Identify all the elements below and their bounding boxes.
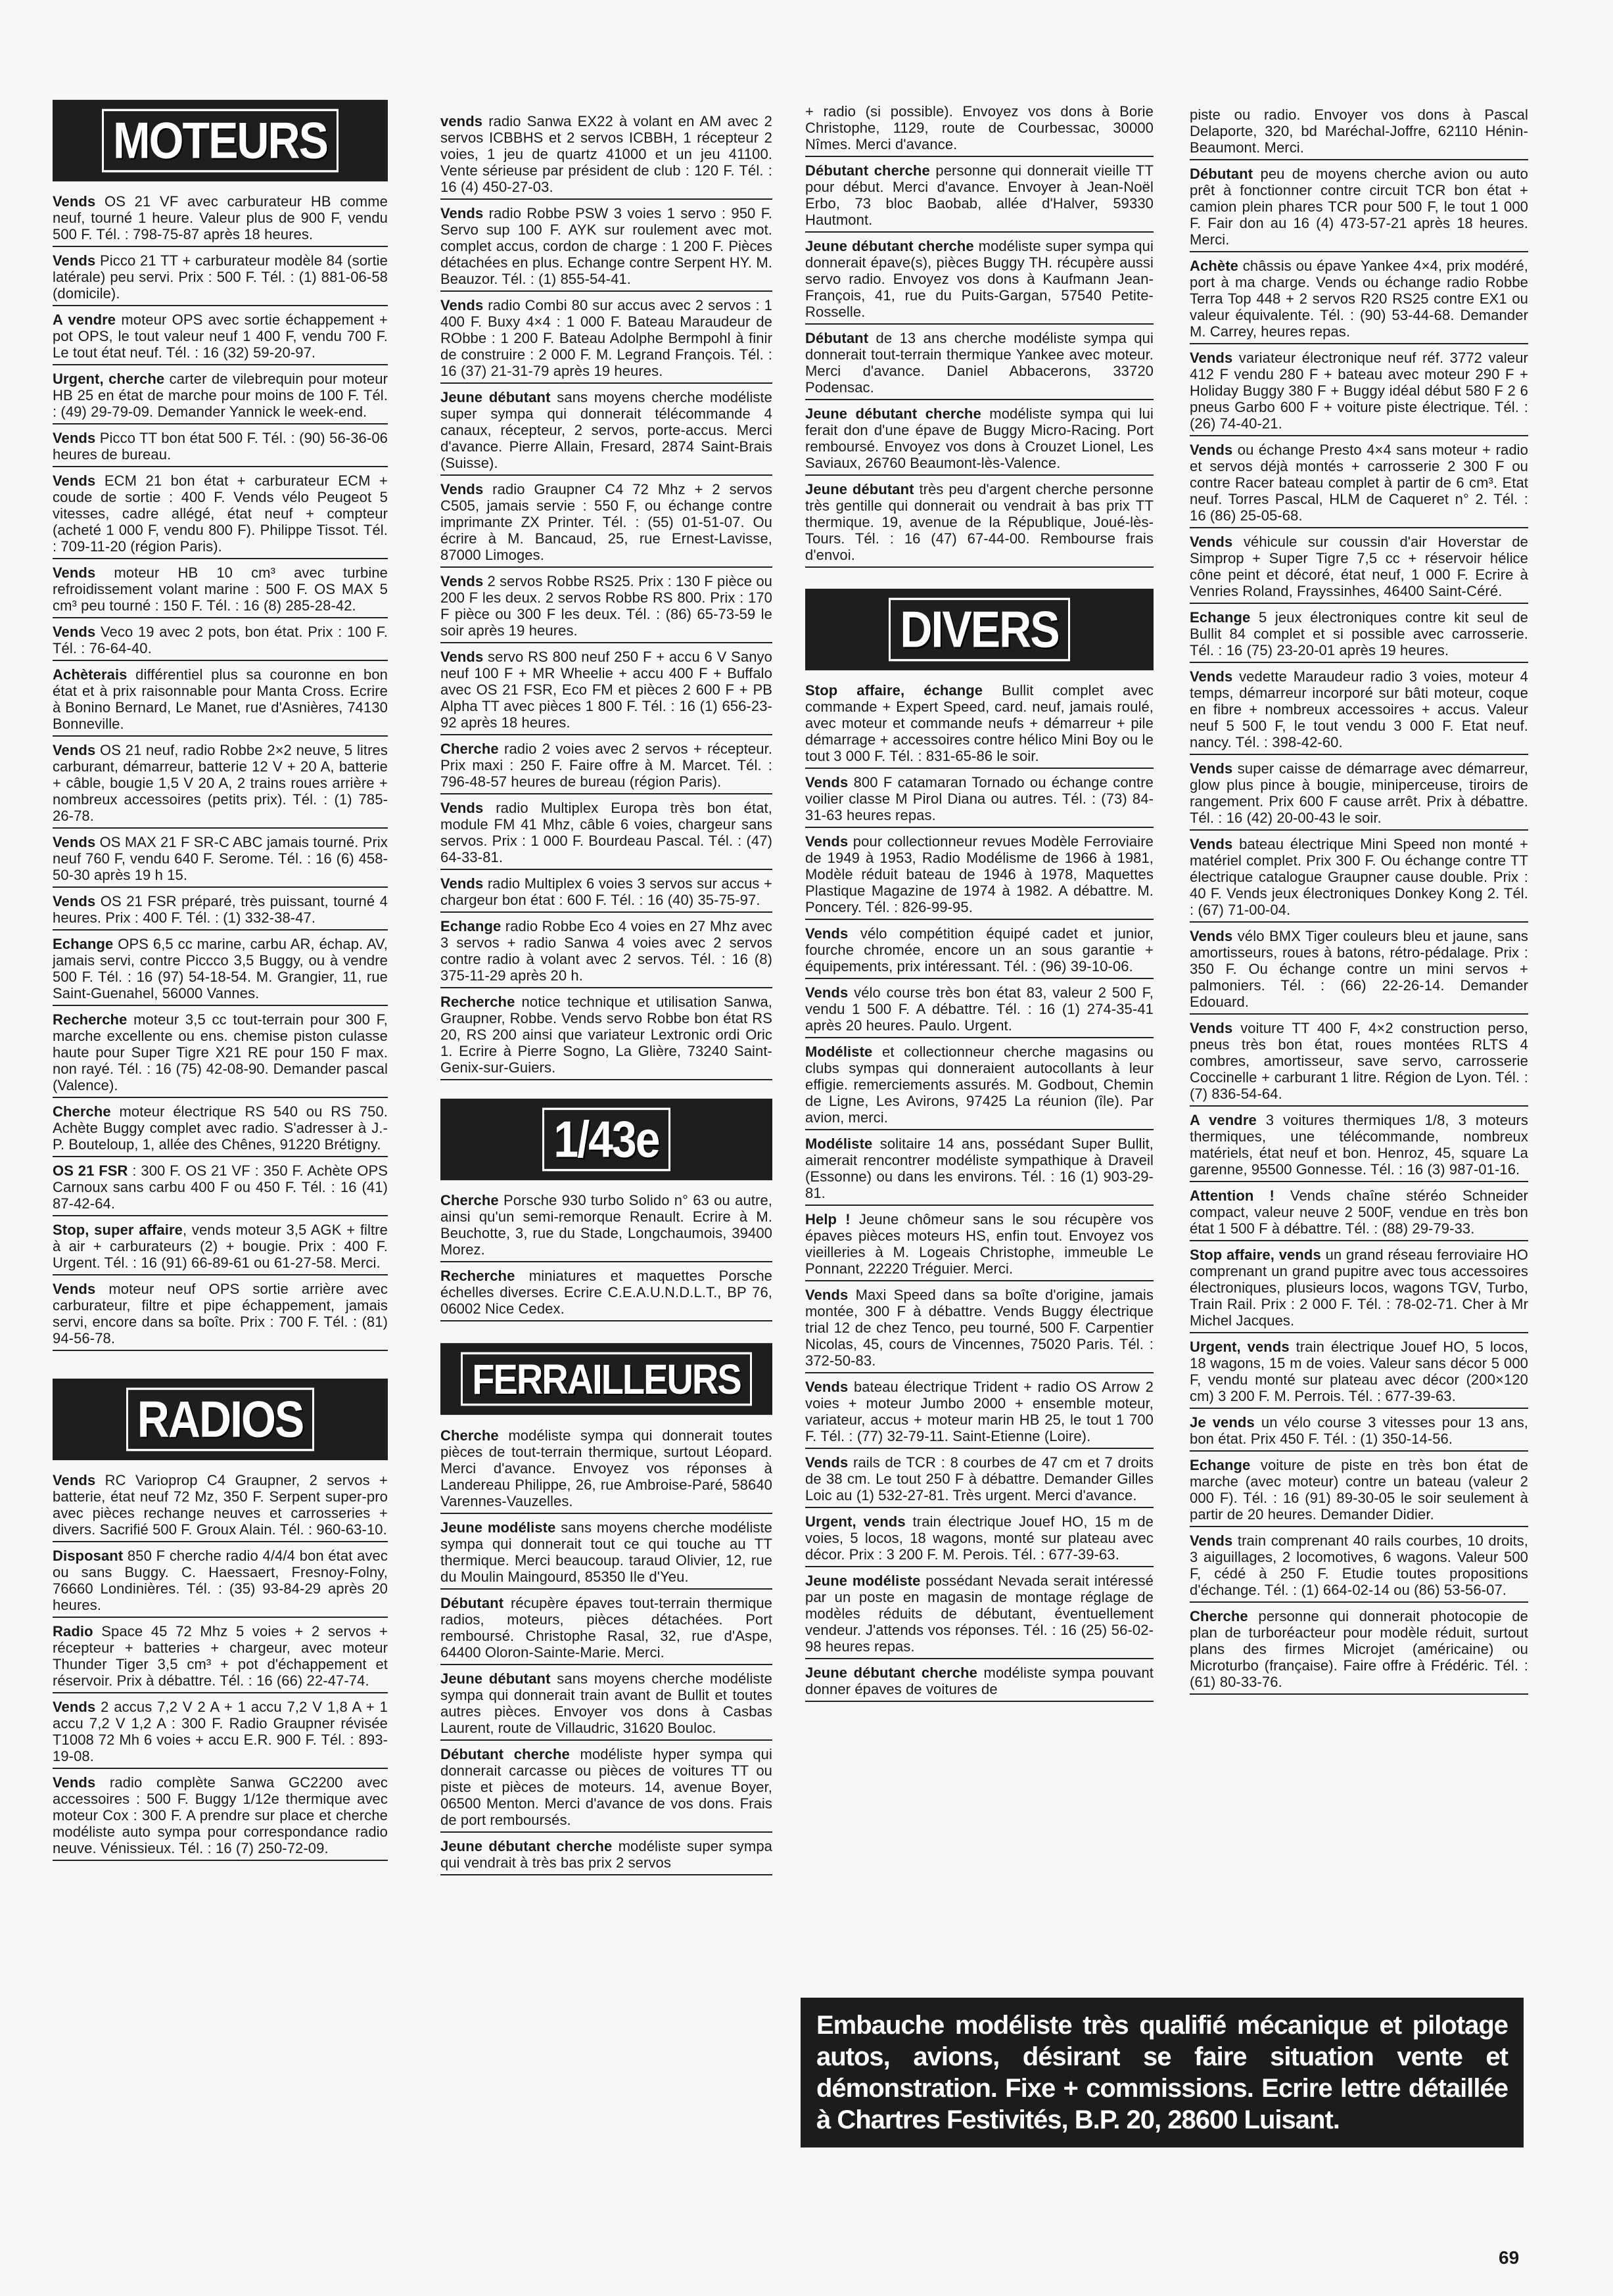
section-header-scale [440, 1104, 772, 1175]
classified-ad: Débutant récupère épaves tout-terrain thermique radios, moteurs, pièces détachées. Port remboursé. Christophe Rasal, 32, rue d'Aspe, 64400 Oloron-Sainte-Marie. Merci. [440, 1594, 772, 1665]
classified-ad: Vends voiture TT 400 F, 4×2 construction perso, pneus très bon état, roues montées RLTS 4 combres, amortisseur, save servo, carrosserie Coccinelle + carburant 1 litre. Région de Lyon. Tél. : (7) 836-54-64. [1190, 1019, 1528, 1107]
classified-ad: Vends radio Robbe PSW 3 voies 1 servo : 950 F. Servo sup 100 F. AYK sur roulement avec mot. complet accus, cordon de charge : 1 200 F. Pièces détachées en plus. Echange contre Serpent HY. M. Beauzor. Tél. : (1) 855-54-41. [440, 204, 772, 292]
classified-ad: Achèterais différentiel plus sa couronne en bon état et à prix raisonnable pour Manta Cross. Ecrire à Bonino Bernard, Le Manet, rue d'Asnières, 74130 Bonneville. [53, 665, 388, 737]
section-title-moteurs: MOTEURS [102, 109, 339, 173]
classified-ad: Cherche personne qui donnerait photocopie de plan de turboréacteur pour modèle réduit, surtout plans des firmes Microjet (américaine) ou Microturbo (française). Faire offre à Frédéric. Tél. : (61) 80-33-76. [1190, 1607, 1528, 1695]
classified-ad: Vends train comprenant 40 rails courbes, 10 droits, 3 aiguillages, 2 locomotives, 6 wagons. Valeur 500 F, cédé à 250 F. Etudie toutes propositions d'échange. Tél. : (1) 664-02-14 ou (86) 53-56-07. [1190, 1531, 1528, 1603]
classified-ad: Vends radio complète Sanwa GC2200 avec accessoires : 500 F. Buggy 1/12e thermique avec moteur Cox : 300 F. A prendre sur place et cherche modéliste auto sympa pour correspondance radio neuve. Vénissieux. Tél. : 16 (7) 250-72-09. [53, 1773, 388, 1861]
section-title-ferrailleurs: FERRAILLEURS [461, 1352, 751, 1406]
column-1 [53, 99, 388, 1865]
classified-ad: Vends véhicule sur coussin d'air Hoverstar de Simprop + Super Tigre 7,5 cc + réservoir hélice cône peint et décoré, état neuf, 1 000 F. Ecrire à Venries Roland, Frayssinhes, 46400 Saint-Céré. [1190, 532, 1528, 604]
classified-ad: vends radio Sanwa EX22 à volant en AM avec 2 servos ICBBHS et 2 servos ICBBH, 1 récepteur 2 voies, 1 jeu de quartz 41000 et un jeu 41100. Vente sérieuse par président de club : 120 F. Tél. : 16 (4) 450-27-03. [440, 112, 772, 200]
classified-ad: Cherche Porsche 930 turbo Solido n° 63 ou autre, ainsi qu'un semi-remorque Renault. Ecrire à M. Beuchotte, 3, rue du Stade, Longchaumois, 39400 Morez. [440, 1191, 772, 1262]
column-3 [805, 102, 1154, 1706]
classified-ad: Jeune débutant sans moyens cherche modéliste super sympa qui donnerait télécommande 4 canaux, récepteur, 2 servos, porte-accus. Merci d'avance. Pierre Allain, Fresard, 2874 Saint-Brais (Suisse). [440, 388, 772, 476]
classified-ad: A vendre moteur OPS avec sortie échappement + pot OPS, le tout valeur neuf 1 400 F, vendu 700 F. Le tout état neuf. Tél. : 16 (32) 59-20-97. [53, 310, 388, 365]
classified-ad: Echange OPS 6,5 cc marine, carbu AR, échap. AV, jamais servi, contre Piccco 3,5 Buggy, ou à vendre 500 F. Tél. : 16 (97) 54-18-54. M. Grangier, 11, rue Saint-Guenahel, 56000 Vannes. [53, 934, 388, 1006]
classified-ad: Vends 2 accus 7,2 V 2 A + 1 accu 7,2 V 1,8 A + 1 accu 7,2 V 1,2 A : 300 F. Radio Graupner révisée T1008 72 Mh 6 voies + accu E.R. 900 F. Tél. : 893-19-08. [53, 1697, 388, 1769]
classified-ad: Recherche miniatures et maquettes Porsche échelles diverses. Ecrire C.E.A.U.N.D.L.T., BP 76, 06002 Nice Cedex. [440, 1266, 772, 1321]
classified-ad: Vends moteur neuf OPS sortie arrière avec carburateur, filtre et pipe échappement, jamais servi, encore dans sa boîte. Prix : 700 F. Tél. : (81) 94-56-78. [53, 1279, 388, 1351]
section-header-divers [805, 594, 1154, 665]
classified-ad: Vends bateau électrique Mini Speed non monté + matériel complet. Prix 300 F. Ou échange contre TT électrique catalogue Graupner cause double. Prix : 40 F. Vends jeux électroniques Donkey Kong 2. Tél. : (67) 71-00-04. [1190, 835, 1528, 923]
classified-ad: Vends Maxi Speed dans sa boîte d'origine, jamais montée, 300 F à débattre. Vends Buggy électrique trial 12 de chez Tenco, peu tourné, 500 F. Carpentier Nicolas, 45, cours de Vincennes, 75020 Paris. Tél. : 372-50-83. [805, 1285, 1154, 1373]
moteurs-ads [53, 192, 388, 1351]
classified-ad: Recherche moteur 3,5 cc tout-terrain pour 300 F, marche excellente ou ens. chemise piston culasse haute pour Super Tigre X21 RE pour 150 F max. non rayé. Tél. : 16 (75) 42-08-90. Demander pascal (Valence). [53, 1010, 388, 1098]
divers-ads-continued [1190, 105, 1528, 1695]
classified-ad: Vends OS 21 neuf, radio Robbe 2×2 neuve, 5 litres carburant, démarreur, batterie 12 V + 20 A, batterie + câble, bougie 1,5 V 20 A, 2 trains roues arrière + nombreux accessoires (petits prix). Tél. : (1) 785-26-78. [53, 741, 388, 829]
divers-ads [805, 681, 1154, 1702]
scale-ads [440, 1191, 772, 1321]
classified-ad: Vends radio Multiplex 6 voies 3 servos sur accus + chargeur bon état : 600 F. Tél. : 16 (40) 35-75-97. [440, 874, 772, 913]
classified-ad: Vends bateau électrique Trident + radio OS Arrow 2 voies + moteur Jumbo 2000 + ensemble moteur, variateur, accus + moteur marin HB 25, le tout 1 700 F. Tél. : (77) 32-79-11. Saint-Etienne (Loire). [805, 1377, 1154, 1449]
classified-ad: Jeune modéliste sans moyens cherche modéliste sympa qui donnerait tout ce qui touche au TT thermique. Merci beaucoup. taraud Olivier, 12, rue du Moulin Maingourd, 85350 Ile d'Yeu. [440, 1518, 772, 1590]
page-number: 69 [1499, 2247, 1520, 2268]
classified-ad: Vends vélo course très bon état 83, valeur 2 500 F, vendu 1 500 F. A débattre. Tél. : 16 (1) 274-35-41 après 20 heures. Paulo. Urgent. [805, 983, 1154, 1038]
classified-ad: Jeune débutant cherche modéliste sympa qui lui ferait don d'une épave de Buggy Micro-Racing. Port remboursé. Envoyez vos dons à Crouzet Lionel, Les Saviaux, 26760 Beaumont-lès-Valence. [805, 404, 1154, 476]
classified-ad: Jeune modéliste possédant Nevada serait intéressé par un poste en magasin de montage réglage de modèles réduits de débutant, éventuellement vendeur. J'attends vos réponses. Tél. : 16 (25) 56-02-98 heures repas. [805, 1571, 1154, 1659]
ferrailleurs-ads-continued [805, 102, 1154, 568]
classified-ad: Vends OS 21 VF avec carburateur HB comme neuf, tourné 1 heure. Valeur plus de 900 F, vendu 500 F. Tél. : 798-75-87 après 18 heures. [53, 192, 388, 247]
section-header-radios [53, 1384, 388, 1455]
employment-ad-box: Embauche modéliste très qualifié mécanique et pilotage autos, avions, désirant se faire situation vente et démonstration. Fixe + commissions. Ecrire lettre détaillée à Chartres Festivités, B.P. 20, 28600 Luisant. [801, 1998, 1524, 2147]
classified-ad: Vends OS MAX 21 F SR-C ABC jamais tourné. Prix neuf 760 F, vendu 640 F. Serome. Tél. : 16 (6) 458-50-30 après 19 h 15. [53, 833, 388, 888]
classified-ad: Radio Space 45 72 Mhz 5 voies + 2 servos + récepteur + batteries + chargeur, avec moteur Thunder Tiger 3,5 cm³ + pot d'échappement et réservoir. Prix à débattre. Tél. : 16 (66) 22-47-74. [53, 1622, 388, 1693]
classified-ad: Débutant peu de moyens cherche avion ou auto prêt à fonctionner contre circuit TCR bon état + camion plein phares TCR pour 500 F, le tout 1 000 F. Fair don au 16 (4) 473-57-21 après 18 heures. Merci. [1190, 164, 1528, 252]
column-4 [1190, 105, 1528, 1699]
classified-ad: Cherche moteur électrique RS 540 ou RS 750. Achète Buggy complet avec radio. S'adresser à J.-P. Bouteloup, 1, allée des Chênes, 91220 Brétigny. [53, 1102, 388, 1157]
classified-ad: Stop affaire, vends un grand réseau ferroviaire HO comprenant un grand pupitre avec tous accessoires électroniques, plusieurs locos, wagons TGV, Turbo, Train Rail. Prix : 2 000 F. Tél. : 78-02-71. Cher à Mr Michel Jacques. [1190, 1245, 1528, 1333]
section-header-moteurs [53, 105, 388, 176]
classified-ad: Débutant cherche modéliste hyper sympa qui donnerait carcasse ou pièces de voitures TT ou piste et pièces de moteurs. 14, avenue Boyer, 06500 Menton. Merci d'avance de vos dons. Frais de port remboursés. [440, 1745, 772, 1833]
classified-ad: Jeune débutant sans moyens cherche modéliste sympa qui donnerait train avant de Bullit et toutes autres pièces. Envoyer vos dons à Casbas Laurent, route de Villaudric, 31620 Bouloc. [440, 1669, 772, 1741]
section-title-scale: 1/43e [542, 1108, 670, 1172]
section-title-divers: DIVERS [889, 598, 1069, 662]
section-title-radios: RADIOS [126, 1388, 314, 1452]
classified-ad: Achète châssis ou épave Yankee 4×4, prix modéré, port à ma charge. Vends ou échange radio Robbe Terra Top 448 + 2 servos R20 RS25 contre EX1 ou valeur équivalente. Tél. : (90) 53-44-68. Demander M. Carrey, heures repas. [1190, 256, 1528, 344]
classified-ad: Jeune débutant cherche modéliste sympa pouvant donner épaves de voitures de [805, 1663, 1154, 1702]
classified-ad: Urgent, vends train électrique Jouef HO, 15 m de voies, 5 locos, 18 wagons, monté sur plateau avec décor. Prix : 3 200 F. M. Perois. Tél. : 677-39-63. [805, 1512, 1154, 1567]
radios-ads-continued [440, 112, 772, 1080]
classified-ad: Echange 5 jeux électroniques contre kit seul de Bullit 84 complet et si possible avec carrosserie. Tél. : 16 (75) 23-20-01 après 19 heures. [1190, 608, 1528, 663]
classified-ad: Vends servo RS 800 neuf 250 F + accu 6 V Sanyo neuf 100 F + MR Wheelie + accu 400 F + Buffalo avec OS 21 FSR, Eco FM et pièces 2 600 F + PB Alpha TT avec pièces 1 800 F. Tél. : 16 (1) 656-23-92 après 18 heures. [440, 647, 772, 735]
classified-ad: Vends radio Multiplex Europa très bon état, module FM 41 Mhz, câble 6 voies, chargeur sans servos. Prix : 1 000 F. Bourdeau Pascal. Tél. : (47) 64-33-81. [440, 798, 772, 870]
classified-ad: Attention ! Vends chaîne stéréo Schneider compact, valeur neuve 2 500F, vendue en très bon état 1 500 F à débattre. Tél. : (88) 29-79-33. [1190, 1186, 1528, 1241]
section-header-ferrailleurs [440, 1348, 772, 1410]
classified-ad: Je vends un vélo course 3 vitesses pour 13 ans, bon état. Prix 450 F. Tél. : (1) 350-14-56. [1190, 1413, 1528, 1452]
classified-ad: piste ou radio. Envoyer vos dons à Pascal Delaporte, 320, bd Maréchal-Joffre, 62110 Hénin-Beaumont. Merci. [1190, 105, 1528, 160]
classified-ad: Echange radio Robbe Eco 4 voies en 27 Mhz avec 3 servos + radio Sanwa 4 voies avec 2 servos contre radio à volant avec 2 servos. Tél. : 16 (8) 375-11-29 après 20 h. [440, 917, 772, 988]
classified-ad: Jeune débutant très peu d'argent cherche personne très gentille qui donnerait ou vendrait à bas prix TT thermique. 19, avenue de la République, Joué-lès-Tours. Tél. : 16 (47) 67-44-00. Rembourse frais d'envoi. [805, 480, 1154, 568]
classified-ad: Débutant de 13 ans cherche modéliste sympa qui donnerait tout-terrain thermique Yankee avec moteur. Merci d'avance. Daniel Abbacerons, 33720 Podensac. [805, 329, 1154, 400]
classified-ad: Débutant cherche personne qui donnerait vieille TT pour début. Merci d'avance. Envoyer à Jean-Noël Erbo, 73 bloc Baobab, allée d'Halver, 59330 Hautmont. [805, 161, 1154, 233]
classified-ad: Vends ECM 21 bon état + carburateur ECM + coude de sortie : 400 F. Vends vélo Peugeot 5 vitesses, cadre allégé, état neuf + compteur (acheté 1 000 F, vendu 800 F). Philippe Tissot. Tél. : 709-11-20 (région Paris). [53, 471, 388, 559]
ferrailleurs-ads [440, 1426, 772, 1875]
classified-ad: Vends radio Combi 80 sur accus avec 2 servos : 1 400 F. Buxy 4×4 : 1 000 F. Bateau Maraudeur de RObbe : 1 200 F. Bateau Adolphe Bermpohl à finir de construire : 2 000 F. M. Legrand François. Tél. : 16 (37) 21-31-79 après 19 heures. [440, 296, 772, 384]
classified-ad: Urgent, cherche carter de vilebrequin pour moteur HB 25 en état de marche pour moins de 100 F. Tél. : (49) 29-79-09. Demander Yannick le week-end. [53, 369, 388, 425]
classified-ad: Vends RC Varioprop C4 Graupner, 2 servos + batterie, état neuf 72 Mz, 350 F. Serpent super-pro avec pièces rechange neuves et carrosseries + divers. Sacrifié 500 F. Groux Alain. Tél. : 960-63-10. [53, 1471, 388, 1542]
classified-ad: Jeune débutant cherche modéliste super sympa qui donnerait épave(s), pièces Buggy TH. récupère aussi servo radio. Envoyez vos dons à Kaufmann Jean-François, 41, rue du Puits-Gargan, 57540 Petite-Rosselle. [805, 237, 1154, 325]
classified-ad: Modéliste et collectionneur cherche magasins ou clubs sympas qui donneraient autocollants à leur effigie. remerciements assurés. M. Godbout, Chemin de Ligne, Les Avirons, 97425 La réunion (île). Par avion, merci. [805, 1042, 1154, 1130]
classified-ad: Jeune débutant cherche modéliste super sympa qui vendrait à très bas prix 2 servos [440, 1837, 772, 1875]
classified-ad: Stop affaire, échange Bullit complet avec commande + Expert Speed, card. neuf, jamais roulé, avec moteur et commande neufs + démarreur + pile démarrage + accessoires contre hélico Mini Boy ou le tout 3 000 F. Tél. : 831-65-86 le soir. [805, 681, 1154, 769]
classified-ad: Vends Veco 19 avec 2 pots, bon état. Prix : 100 F. Tél. : 76-64-40. [53, 622, 388, 661]
classified-ad: Vends 2 servos Robbe RS25. Prix : 130 F pièce ou 200 F les deux. 2 servos Robbe RS 800. Prix : 170 F pièce ou 300 F les deux. Tél. : (86) 65-73-59 le soir après 19 heures. [440, 572, 772, 643]
column-2 [440, 112, 772, 1879]
classified-ad: Disposant 850 F cherche radio 4/4/4 bon état avec ou sans Buggy. C. Haessaert, Fresnoy-Folny, 76660 Londinières. Tél. : (35) 93-84-29 après 20 heures. [53, 1546, 388, 1618]
classified-ad: Vends radio Graupner C4 72 Mhz + 2 servos C505, jamais servie : 550 F, ou échange contre imprimante ZX Printer. Tél. : (55) 01-51-07. Ou écrire à M. Bancaud, 25, rue Ernest-Lavisse, 87000 Limoges. [440, 480, 772, 568]
classified-ad: Vends 800 F catamaran Tornado ou échange contre voilier classe M Pirol Diana ou autres. Tél. : (73) 84-31-63 heures repas. [805, 773, 1154, 828]
classified-ad: Modéliste solitaire 14 ans, possédant Super Bullit, aimerait rencontrer modéliste sympathique à Draveil (Essonne) ou dans les environs. Tél. : 16 (1) 903-29-81. [805, 1134, 1154, 1206]
classified-ad: + radio (si possible). Envoyez vos dons à Borie Christophe, 1129, route de Courbessac, 30000 Nîmes. Merci d'avance. [805, 102, 1154, 157]
classified-ad: Vends moteur HB 10 cm³ avec turbine refroidissement volant marine : 500 F. OS MAX 5 cm³ peu tourné : 150 F. Tél. : 16 (8) 285-28-42. [53, 563, 388, 618]
classified-ad: Vends super caisse de démarrage avec démarreur, glow plus pince à bougie, miniperceuse, tiroirs de rangement. Prix 600 F cause arrêt. Prix à débattre. Tél. : 16 (42) 20-00-43 le soir. [1190, 759, 1528, 831]
classified-ad: Help ! Jeune chômeur sans le sou récupère vos épaves pièces moteurs HS, enfin tout. Envoyez vos vieilleries à M. Logeais Christophe, immeuble Le Ponnant, 22220 Tréguier. Merci. [805, 1210, 1154, 1281]
classified-ad: Vends Picco TT bon état 500 F. Tél. : (90) 56-36-06 heures de bureau. [53, 428, 388, 467]
classified-ad: Urgent, vends train électrique Jouef HO, 5 locos, 18 wagons, 15 m de voies. Valeur sans décor 5 000 F, vendu monté sur plateau avec décor (200×120 cm) 3 200 F. M. Perrois. Tél. : 677-39-63. [1190, 1337, 1528, 1409]
classified-ad: Recherche notice technique et utilisation Sanwa, Graupner, Robbe. Vends servo Robbe bon état RS 20, RS 200 ainsi que variateur Lextronic ordi Oric 1. Ecrire à Pierre Sogno, La Glière, 73240 Saint-Genix-sur-Guiers. [440, 992, 772, 1080]
classified-ad: Vends pour collectionneur revues Modèle Ferroviaire de 1949 à 1953, Radio Modélisme de 1966 à 1981, Modèle réduit bateau de 1946 à 1978, Maquettes Plastique Magazine de 1974 à 1982. A débattre. M. Poncery. Tél. : 826-99-95. [805, 832, 1154, 920]
radios-ads [53, 1471, 388, 1861]
classified-ad: Stop, super affaire, vends moteur 3,5 AGK + filtre à air + carburateurs (2) + bougie. Prix : 400 F. Urgent. Tél. : 16 (91) 66-89-61 ou 61-27-58. Merci. [53, 1220, 388, 1275]
classified-ad: Cherche modéliste sympa qui donnerait toutes pièces de tout-terrain thermique, surtout Léopard. Merci d'avance. Envoyez vos réponses à Landereau Philippe, 26, rue Ambroise-Paré, 58640 Varennes-Vauzelles. [440, 1426, 772, 1514]
classified-ad: A vendre 3 voitures thermiques 1/8, 3 moteurs thermiques, une télécommande, nombreux matériels, état neuf et bon. Henroz, 45, square La garenne, 95500 Gonnesse. Tél. : 16 (3) 987-01-16. [1190, 1111, 1528, 1182]
classified-ad: Echange voiture de piste en très bon état de marche (avec moteur) contre un bateau (valeur 2 000 F). Tél. : 16 (91) 89-30-05 le soir seulement à partir de 20 heures. Demander Didier. [1190, 1456, 1528, 1527]
classified-ad: Vends rails de TCR : 8 courbes de 47 cm et 7 droits de 38 cm. Le tout 250 F à débattre. Demander Gilles Loic au (1) 532-27-81. Très urgent. Merci d'avance. [805, 1453, 1154, 1508]
classified-ad: Vends variateur électronique neuf réf. 3772 valeur 412 F vendu 280 F + bateau avec moteur 290 F + Holiday Buggy 380 F + Buggy idéal début 580 F 2 6 pneus Garbo 600 F + voiture piste électrique. Tél. : (26) 74-40-21. [1190, 348, 1528, 436]
classified-ad: Vends ou échange Presto 4×4 sans moteur + radio et servos déjà montés + carrosserie 2 300 F ou contre Racer bateau complet à partir de 6 cm³. Etat neuf. Torres Pascal, HLM de Caqueret n° 2. Tél. : 16 (86) 25-05-68. [1190, 440, 1528, 528]
classified-ad: Vends OS 21 FSR préparé, très puissant, tourné 4 heures. Prix : 400 F. Tél. : (1) 332-38-47. [53, 892, 388, 930]
classified-ad: Vends Picco 21 TT + carburateur modèle 84 (sortie latérale) peu servi. Prix : 500 F. Tél. : (1) 881-06-58 (domicile). [53, 251, 388, 306]
classified-ad: OS 21 FSR : 300 F. OS 21 VF : 350 F. Achète OPS Carnoux sans carbu 400 F ou 450 F. Tél. : 16 (41) 87-42-64. [53, 1161, 388, 1216]
classified-ad: Vends vélo compétition équipé cadet et junior, fourche chromée, encore un an sous garantie + équipements, prix intéressant. Tél. : (96) 39-10-06. [805, 924, 1154, 979]
classified-ad: Vends vedette Maraudeur radio 3 voies, moteur 4 temps, démarreur incorporé sur bâti moteur, coque en fibre + nombreux accessoires + accus. Valeur neuf 5 500 F, le tout vendu 3 000 F. Etat neuf. nancy. Tél. : 398-42-60. [1190, 667, 1528, 755]
classified-ad: Vends vélo BMX Tiger couleurs bleu et jaune, sans amortisseurs, roues à batons, rétro-pédalage. Prix : 350 F. Ou échange contre un mini servos + palmoniers. Tél. : (66) 22-26-14. Demander Edouard. [1190, 927, 1528, 1015]
classified-ad: Cherche radio 2 voies avec 2 servos + récepteur. Prix maxi : 250 F. Faire offre à M. Marcet. Tél. : 796-48-57 heures de bureau (région Paris). [440, 739, 772, 794]
